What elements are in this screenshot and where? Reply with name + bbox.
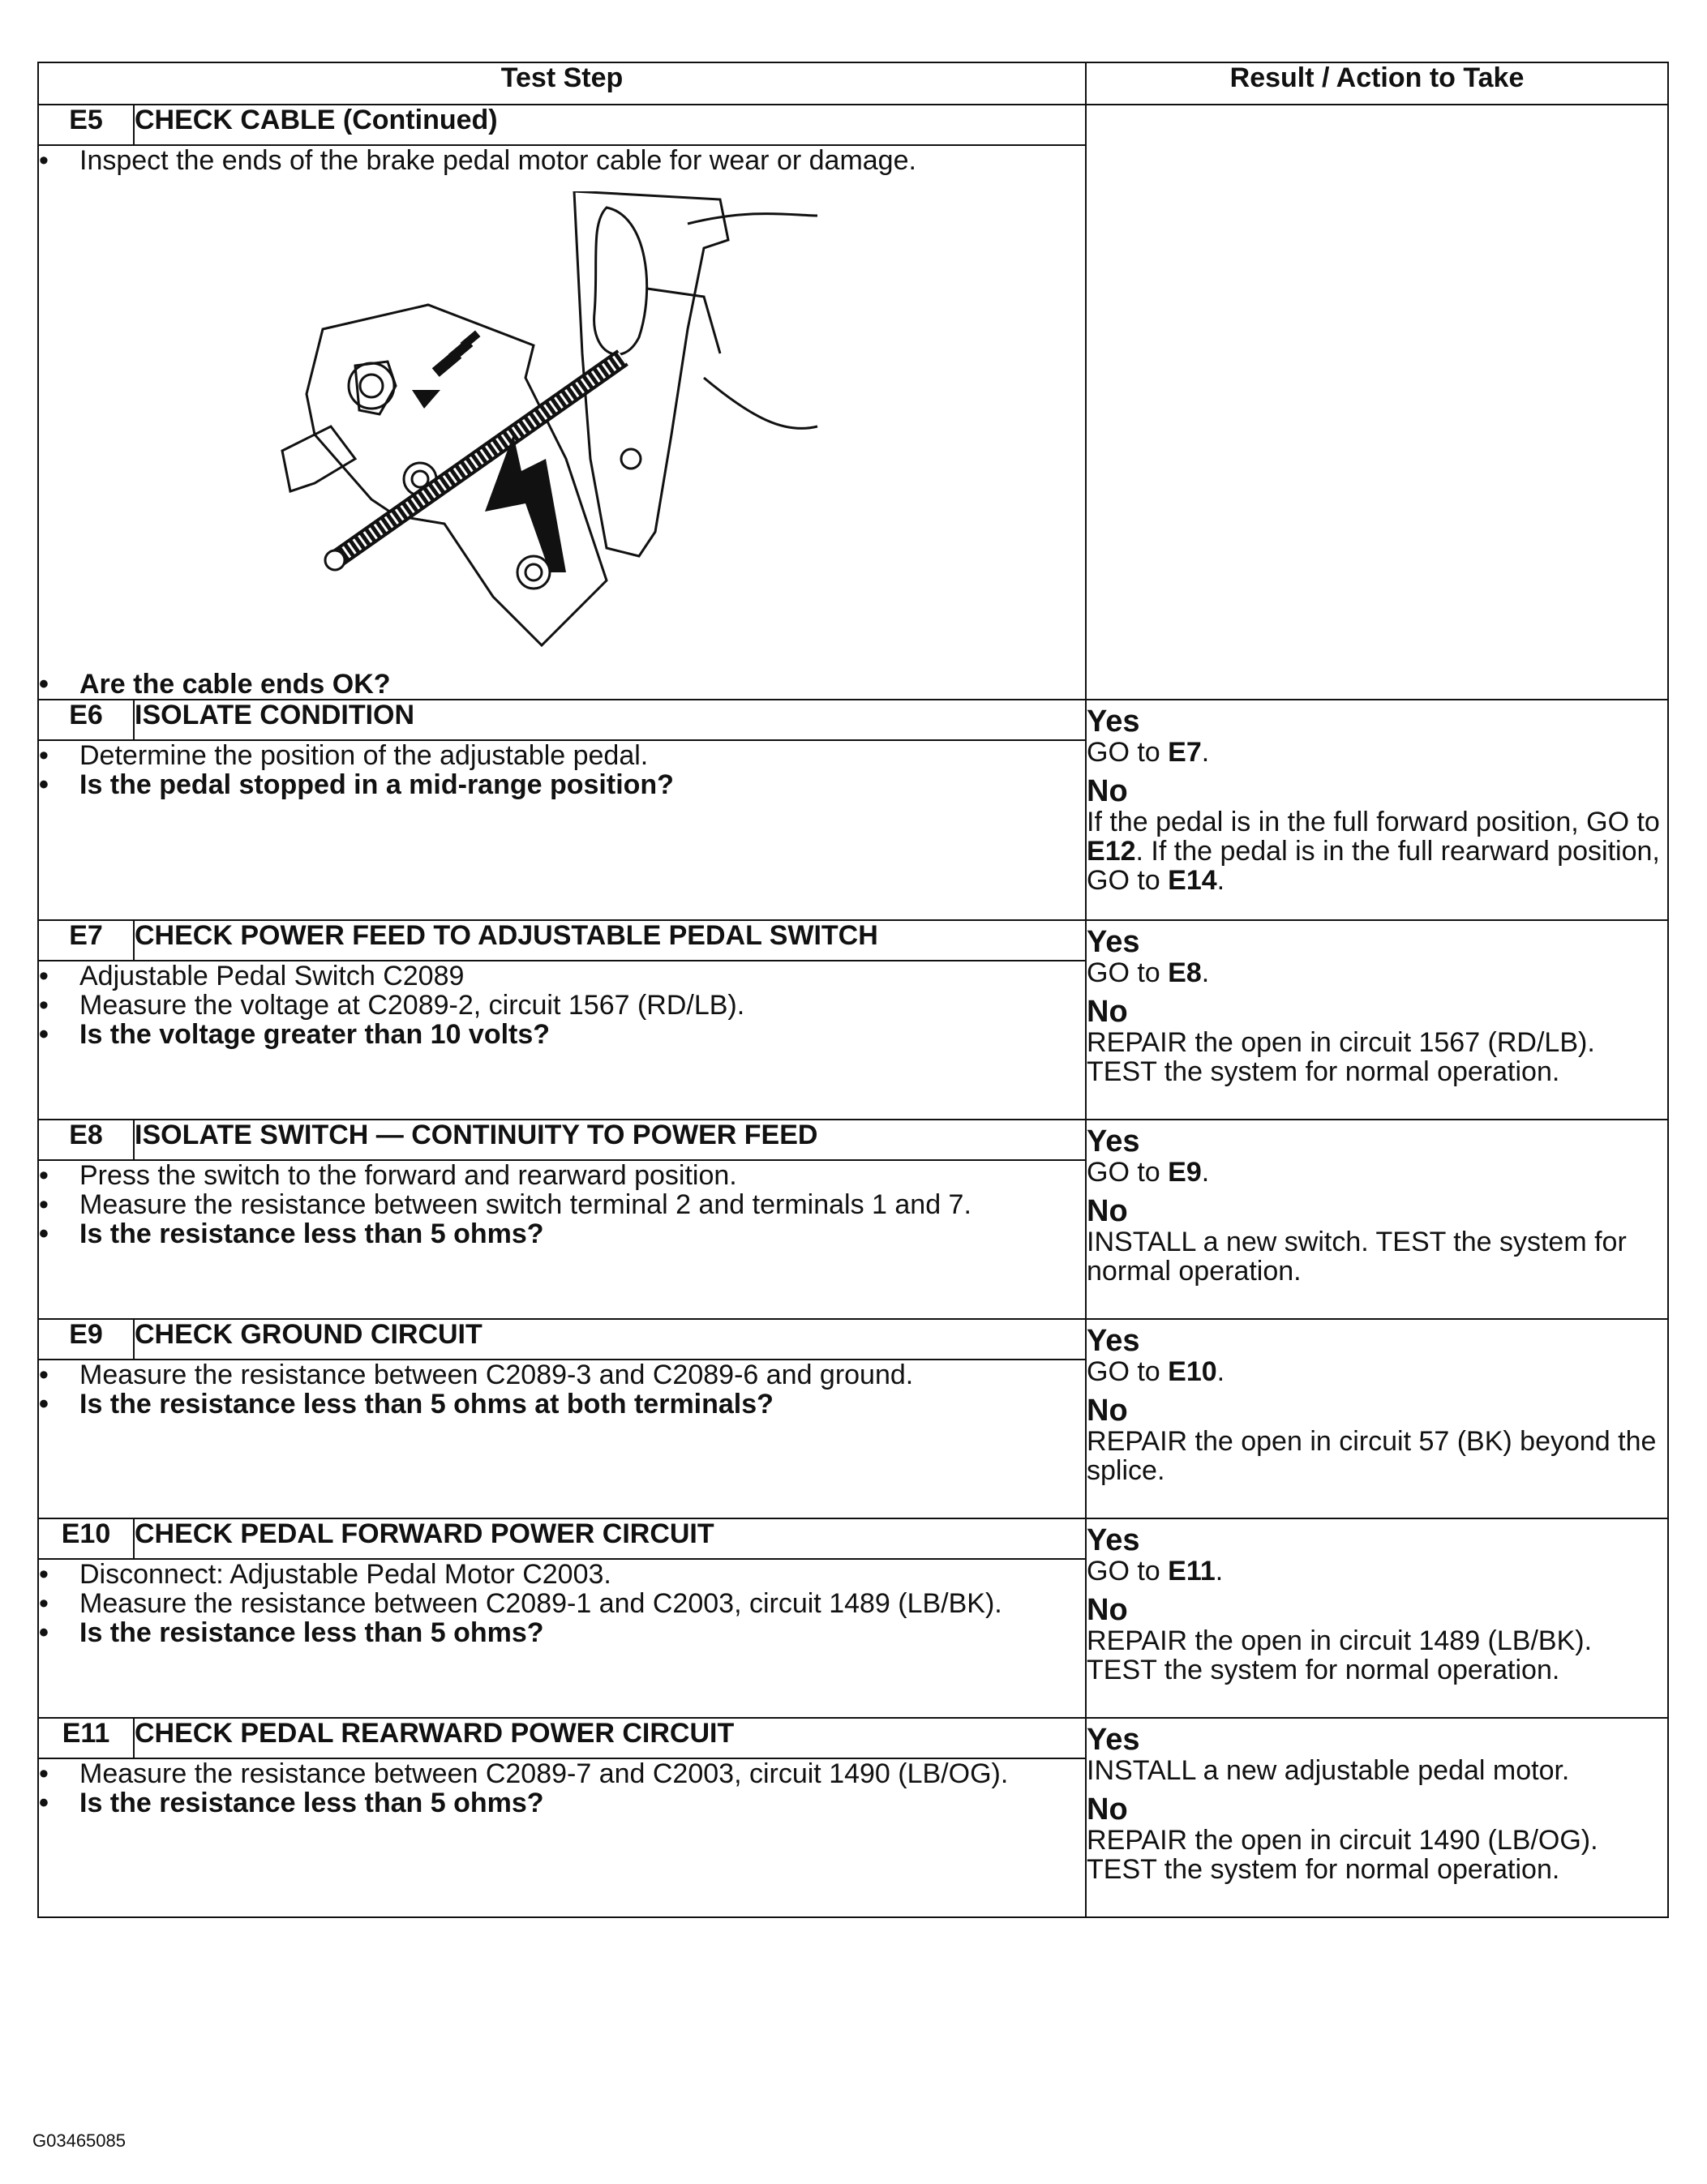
yes-label: Yes xyxy=(1087,1523,1140,1557)
step-reference: E11 xyxy=(1168,1556,1216,1587)
step-id: E11 xyxy=(38,1718,134,1758)
step-id: E5 xyxy=(38,105,134,145)
yes-text: GO to E11. xyxy=(1087,1556,1224,1587)
yes-action: GO to xyxy=(1087,957,1169,988)
yes-text: GO to E8. xyxy=(1087,957,1210,988)
no-action: If the pedal is in the full forward position, GO to xyxy=(1087,807,1660,837)
step-bullets xyxy=(39,1161,1085,1248)
step-body xyxy=(38,1559,1086,1718)
bullet-item: • Measure the resistance between C2089-7 and C2003, circuit 1490 (LB/OG). xyxy=(39,1759,1085,1788)
step-question: • Is the pedal stopped in a mid-range position? xyxy=(39,770,1085,799)
step-body xyxy=(38,145,1086,700)
step-bullets xyxy=(39,961,1085,1049)
bullet-item: • Measure the resistance between C2089-3 and C2089-6 and ground. xyxy=(39,1360,1085,1390)
header-row xyxy=(38,62,1668,105)
step-question: • Is the resistance less than 5 ohms at both terminals? xyxy=(39,1390,1085,1419)
no-block xyxy=(1087,775,1667,895)
step-title: CHECK PEDAL FORWARD POWER CIRCUIT xyxy=(134,1518,1086,1559)
no-label: No xyxy=(1087,774,1128,808)
no-action: . If the pedal is in the full rearward position, GO to xyxy=(1087,836,1660,896)
step-body xyxy=(38,1758,1086,1917)
yes-action: GO to xyxy=(1087,1157,1169,1188)
step-id: E10 xyxy=(38,1518,134,1559)
yes-block xyxy=(1087,1125,1667,1187)
diagnostic-page xyxy=(37,62,1667,1918)
step-e11-result xyxy=(1086,1718,1668,1917)
step-e11-title-row xyxy=(38,1718,1668,1758)
step-id: E7 xyxy=(38,920,134,961)
result-action-header: Result / Action to Take xyxy=(1086,62,1668,105)
brake-pedal-cable-illustration xyxy=(266,191,834,662)
step-e9-result xyxy=(1086,1319,1668,1518)
no-block xyxy=(1087,1793,1667,1884)
no-block xyxy=(1087,1394,1667,1485)
yes-text: GO to E10. xyxy=(1087,1356,1225,1387)
step-id: E6 xyxy=(38,700,134,740)
step-bullets xyxy=(39,146,1085,175)
no-text: REPAIR the open in circuit 57 (BK) beyond the splice. xyxy=(1087,1426,1657,1486)
step-e7-title-row xyxy=(38,920,1668,961)
step-bullets xyxy=(39,1759,1085,1818)
step-e6-result xyxy=(1086,700,1668,920)
no-label: No xyxy=(1087,1194,1128,1228)
step-body xyxy=(38,1360,1086,1518)
step-e10-title-row xyxy=(38,1518,1668,1559)
step-reference: E14 xyxy=(1168,865,1217,896)
no-label: No xyxy=(1087,995,1128,1029)
step-e6-title-row xyxy=(38,700,1668,740)
no-label: No xyxy=(1087,1593,1128,1627)
step-reference: E9 xyxy=(1168,1157,1202,1188)
step-question: • Is the resistance less than 5 ohms? xyxy=(39,1618,1085,1647)
step-question: • Are the cable ends OK? xyxy=(39,670,1085,699)
yes-label: Yes xyxy=(1087,704,1140,739)
bullet-item: • Measure the voltage at C2089-2, circuit 1567 (RD/LB). xyxy=(39,991,1085,1020)
yes-block xyxy=(1087,1724,1667,1785)
yes-block xyxy=(1087,926,1667,987)
test-step-header: Test Step xyxy=(38,62,1086,105)
step-id: E9 xyxy=(38,1319,134,1360)
bullet-item: • Inspect the ends of the brake pedal motor cable for wear or damage. xyxy=(39,146,1085,175)
yes-text: GO to E9. xyxy=(1087,1157,1210,1188)
step-reference: E7 xyxy=(1168,737,1202,768)
step-title: ISOLATE SWITCH — CONTINUITY TO POWER FEED xyxy=(134,1120,1086,1160)
step-id: E8 xyxy=(38,1120,134,1160)
no-text: REPAIR the open in circuit 1567 (RD/LB). TEST the system for normal operation. xyxy=(1087,1027,1595,1087)
step-e7-result xyxy=(1086,920,1668,1120)
step-body xyxy=(38,740,1086,920)
step-bullets xyxy=(39,1360,1085,1419)
step-title: CHECK POWER FEED TO ADJUSTABLE PEDAL SWITCH xyxy=(134,920,1086,961)
cable-drawing xyxy=(266,191,834,662)
step-e9-title-row xyxy=(38,1319,1668,1360)
bullet-item: • Measure the resistance between switch terminal 2 and terminals 1 and 7. xyxy=(39,1190,1085,1219)
step-reference: E12 xyxy=(1087,836,1136,867)
step-bullets xyxy=(39,1560,1085,1647)
yes-action: GO to xyxy=(1087,1556,1169,1587)
step-reference: E8 xyxy=(1168,957,1202,988)
step-title: CHECK GROUND CIRCUIT xyxy=(134,1319,1086,1360)
no-block xyxy=(1087,1195,1667,1286)
step-question: • Is the resistance less than 5 ohms? xyxy=(39,1219,1085,1248)
no-text: REPAIR the open in circuit 1489 (LB/BK). TEST the system for normal operation. xyxy=(1087,1625,1593,1685)
bullet-item: • Measure the resistance between C2089-1 and C2003, circuit 1489 (LB/BK). xyxy=(39,1589,1085,1618)
yes-block xyxy=(1087,705,1667,767)
yes-block xyxy=(1087,1524,1667,1586)
yes-label: Yes xyxy=(1087,1324,1140,1358)
step-title: CHECK CABLE (Continued) xyxy=(134,105,1086,145)
step-title: CHECK PEDAL REARWARD POWER CIRCUIT xyxy=(134,1718,1086,1758)
yes-action: GO to xyxy=(1087,737,1169,768)
figure-id: G03465085 xyxy=(32,2130,126,2151)
step-body xyxy=(38,961,1086,1120)
step-e5-result xyxy=(1086,105,1668,700)
step-question: • Is the resistance less than 5 ohms? xyxy=(39,1788,1085,1818)
step-reference: E10 xyxy=(1168,1356,1217,1387)
no-label: No xyxy=(1087,1394,1128,1428)
yes-text: GO to E7. xyxy=(1087,737,1210,768)
bullet-item: • Press the switch to the forward and rearward position. xyxy=(39,1161,1085,1190)
step-question: • Is the voltage greater than 10 volts? xyxy=(39,1020,1085,1049)
no-text: REPAIR the open in circuit 1490 (LB/OG). TEST the system for normal operation. xyxy=(1087,1825,1598,1885)
no-block xyxy=(1087,1594,1667,1685)
yes-block xyxy=(1087,1325,1667,1386)
yes-label: Yes xyxy=(1087,1124,1140,1158)
no-text: If the pedal is in the full forward position, GO to E12. If the pedal is in the full rearward position, GO to E14. xyxy=(1087,807,1660,896)
step-e5-title-row xyxy=(38,105,1668,145)
bullet-item: • Adjustable Pedal Switch C2089 xyxy=(39,961,1085,991)
yes-action: GO to xyxy=(1087,1356,1169,1387)
yes-label: Yes xyxy=(1087,925,1140,959)
step-bullets xyxy=(39,741,1085,799)
step-e8-title-row xyxy=(38,1120,1668,1160)
no-block xyxy=(1087,996,1667,1086)
no-text: INSTALL a new switch. TEST the system for normal operation. xyxy=(1087,1227,1627,1287)
step-e8-result xyxy=(1086,1120,1668,1319)
yes-label: Yes xyxy=(1087,1723,1140,1757)
pinpoint-test-table xyxy=(37,62,1669,1918)
step-e10-result xyxy=(1086,1518,1668,1718)
bullet-item: • Determine the position of the adjustable pedal. xyxy=(39,741,1085,770)
step-question-list xyxy=(39,670,1085,699)
step-title: ISOLATE CONDITION xyxy=(134,700,1086,740)
no-label: No xyxy=(1087,1792,1128,1826)
yes-text: INSTALL a new adjustable pedal motor. xyxy=(1087,1755,1570,1786)
bullet-item: • Disconnect: Adjustable Pedal Motor C2003. xyxy=(39,1560,1085,1589)
step-body xyxy=(38,1160,1086,1319)
